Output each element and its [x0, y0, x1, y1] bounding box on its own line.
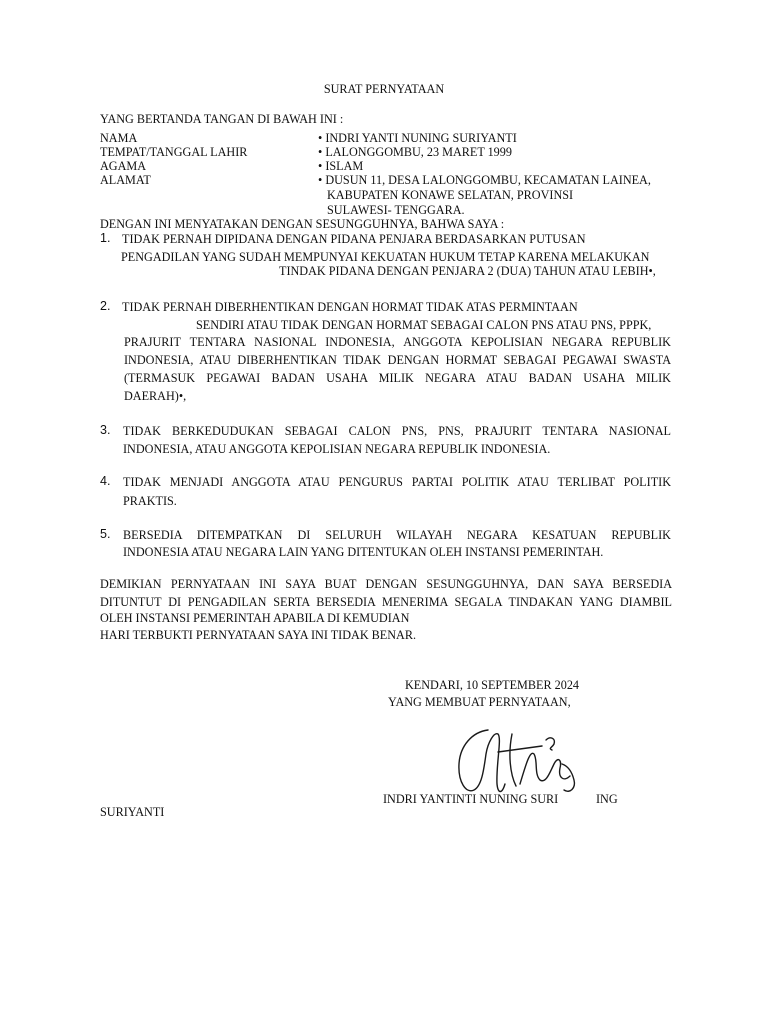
item-line: PRAJURIT TENTARA NASIONAL INDONESIA, ANGGOTA KEPOLISIAN NEGARA REPUBLIK	[124, 335, 671, 349]
item-number: 3.	[100, 423, 111, 437]
item-line: TIDAK BERKEDUDUKAN SEBAGAI CALON PNS, PNS, PRAJURIT TENTARA NASIONAL	[123, 424, 671, 438]
document-title: SURAT PERNYATAAN	[323, 82, 445, 96]
item-line: INDONESIA ATAU NEGARA LAIN YANG DITENTUKAN OLEH INSTANSI PEMERINTAH.	[123, 545, 604, 559]
field-label-birth: TEMPAT/TANGGAL LAHIR	[100, 145, 248, 159]
item-line: TIDAK MENJADI ANGGOTA ATAU PENGURUS PARTAI POLITIK ATAU TERLIBAT POLITIK	[123, 475, 671, 489]
field-value-religion: • ISLAM	[318, 159, 364, 173]
item-line: PENGADILAN YANG SUDAH MEMPUNYAI KEKUATAN HUKUM TETAP KARENA MELAKUKAN	[121, 250, 650, 264]
item-number: 4.	[100, 474, 111, 488]
item-number: 2.	[100, 299, 111, 313]
signer-name: INDRI YANTINTI NUNING SURI	[383, 792, 559, 806]
item-number: 5.	[100, 527, 111, 541]
item-line: (TERMASUK PEGAWAI BADAN USAHA MILIK NEGARA ATAU BADAN USAHA MILIK	[124, 371, 671, 385]
field-value-birth: • LALONGGOMBU, 23 MARET 1999	[318, 145, 512, 159]
field-label-address: ALAMAT	[100, 173, 151, 187]
item-line: PRAKTIS.	[123, 494, 177, 508]
item-line: INDONESIA, ATAU DIBERHENTIKAN TIDAK DENGAN HORMAT SEBAGAI PEGAWAI SWASTA	[124, 353, 671, 367]
item-line: TIDAK PERNAH DIBERHENTIKAN DENGAN HORMAT TIDAK ATAS PERMINTAAN	[122, 300, 578, 314]
field-label-religion: AGAMA	[100, 159, 147, 173]
signer-role: YANG MEMBUAT PERNYATAAN,	[388, 695, 571, 709]
address-continuation: SULAWESI- TENGGARA.	[327, 203, 465, 217]
field-value-name: • INDRI YANTI NUNING SURIYANTI	[318, 131, 517, 145]
item-line: TIDAK PERNAH DIPIDANA DENGAN PIDANA PENJARA BERDASARKAN PUTUSAN	[122, 232, 586, 246]
field-label-name: NAMA	[100, 131, 138, 145]
item-line: TINDAK PIDANA DENGAN PENJARA 2 (DUA) TAHUN ATAU LEBIH•,	[279, 264, 656, 278]
signer-name-tail: ING	[596, 792, 618, 806]
closing-line: OLEH INSTANSI PEMERINTAH APABILA DI KEMUDIAN	[100, 611, 410, 625]
closing-line: DEMIKIAN PERNYATAAN INI SAYA BUAT DENGAN SESUNGGUHNYA, DAN SAYA BERSEDIA	[100, 577, 672, 591]
item-number: 1.	[100, 231, 111, 245]
intro-line: YANG BERTANDA TANGAN DI BAWAH INI :	[100, 112, 344, 126]
item-line: SENDIRI ATAU TIDAK DENGAN HORMAT SEBAGAI CALON PNS ATAU PNS, PPPK,	[196, 318, 652, 332]
item-line: DAERAH)•,	[124, 389, 187, 403]
closing-line: DITUNTUT DI PENGADILAN SERTA BERSEDIA MENERIMA SEGALA TINDAKAN YANG DIAMBIL	[100, 595, 672, 609]
field-value-address: • DUSUN 11, DESA LALONGGOMBU, KECAMATAN LAINEA,	[318, 173, 651, 187]
declaration-intro: DENGAN INI MENYATAKAN DENGAN SESUNGGUHNYA, BAHWA SAYA :	[100, 217, 505, 231]
signer-name-wrap: SURIYANTI	[100, 805, 165, 819]
handwritten-signature	[450, 724, 585, 798]
item-line: BERSEDIA DITEMPATKAN DI SELURUH WILAYAH NEGARA KESATUAN REPUBLIK	[123, 528, 671, 542]
item-line: INDONESIA, ATAU ANGGOTA KEPOLISIAN NEGARA REPUBLIK INDONESIA.	[123, 442, 551, 456]
closing-line: HARI TERBUKTI PERNYATAAN SAYA INI TIDAK BENAR.	[100, 628, 417, 642]
address-continuation: KABUPATEN KONAWE SELATAN, PROVINSI	[327, 188, 574, 202]
place-date: KENDARI, 10 SEPTEMBER 2024	[405, 678, 580, 692]
